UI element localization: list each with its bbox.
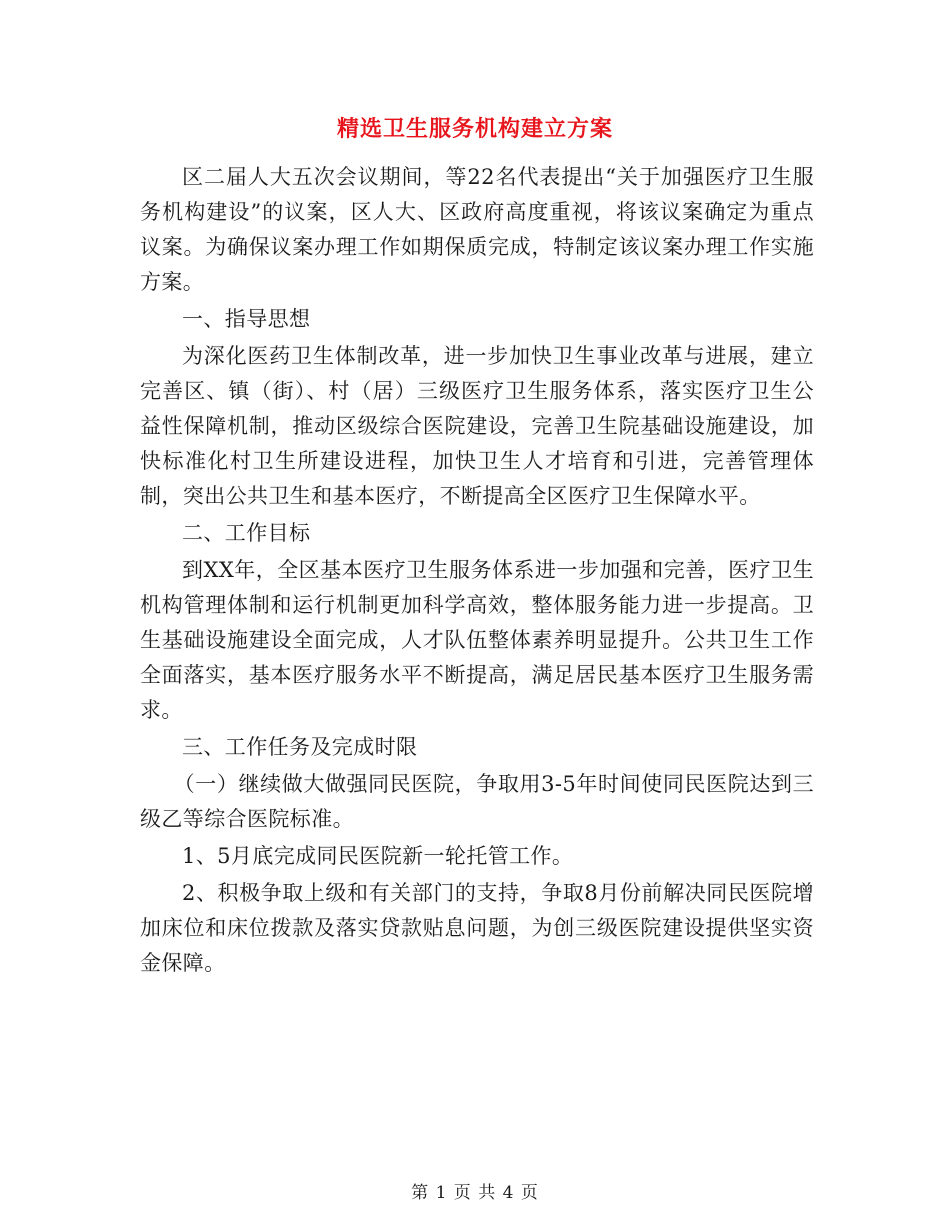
document-title: 精选卫生服务机构建立方案 xyxy=(336,116,613,142)
section1-heading: 一、指导思想 xyxy=(182,307,311,331)
document-body xyxy=(140,160,814,981)
page-number-footer: 第 1 页 共 4 页 xyxy=(411,1183,539,1203)
section3-heading: 三、工作任务及完成时限 xyxy=(182,735,418,759)
section2-heading: 二、工作目标 xyxy=(182,521,311,545)
section1-paragraph: 为深化医药卫生体制改革，进一步加快卫生事业改革与进展，建立完善区、镇（街）、村（居）三级医疗卫生服务体系，落实医疗卫生公益性保障机制，推动区级综合医院建设，完善卫生院基础设施建设，加快标准化村卫生所建设进程，加快卫生人才培育和引进，完善管理体制，突出公共卫生和基本医疗，不断提高全区医疗卫生保障水平。 xyxy=(140,344,814,508)
section2-paragraph: 到XX年，全区基本医疗卫生服务体系进一步加强和完善，医疗卫生机构管理体制和运行机制更加科学高效，整体服务能力进一步提高。卫生基础设施建设全面完成，人才队伍整体素养明显提升。公共卫生工作全面落实，基本医疗服务水平不断提高，满足居民基本医疗卫生服务需求。 xyxy=(140,558,814,722)
section3-point1: 1、5月底完成同民医院新一轮托管工作。 xyxy=(182,844,574,868)
intro-paragraph: 区二届人大五次会议期间，等22名代表提出“关于加强医疗卫生服务机构建设”的议案，区人大、区政府高度重视，将该议案确定为重点议案。为确保议案办理工作如期保质完成，特制定该议案办理工作实施方案。 xyxy=(140,165,814,294)
section3-point2: 2、积极争取上级和有关部门的支持，争取8月份前解决同民医院增加床位和床位拨款及落实贷款贴息问题，为创三级医院建设提供坚实资金保障。 xyxy=(140,881,814,975)
section3-item1: （一）继续做大做强同民医院，争取用3-5年时间使同民医院达到三级乙等综合医院标准。 xyxy=(140,772,814,831)
